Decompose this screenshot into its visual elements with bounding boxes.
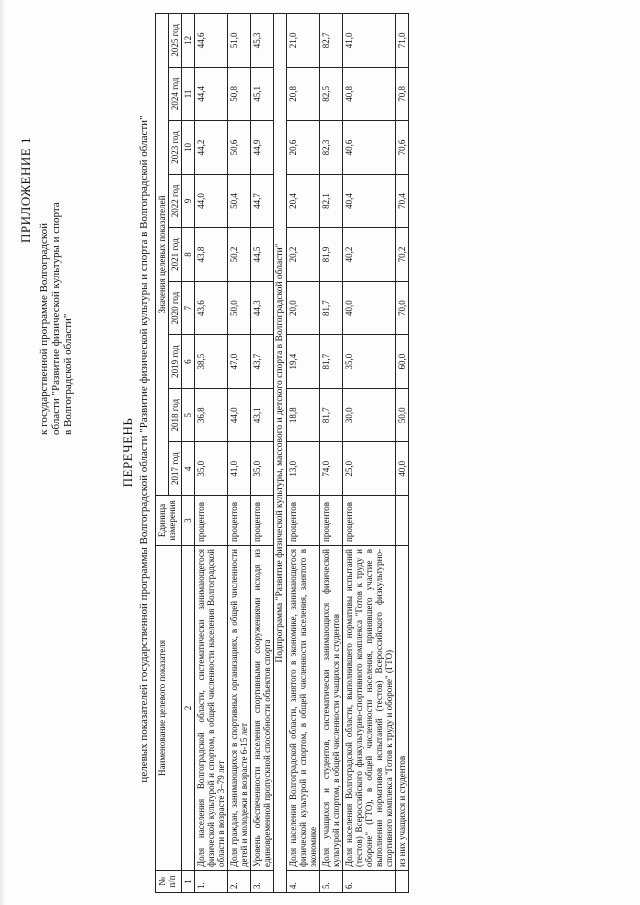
header-values-group: Значения целевых показателей: [156, 14, 169, 496]
indicator-value: 43,8: [195, 228, 228, 282]
table-row: [320, 14, 343, 893]
indicator-value: 13,0: [287, 442, 320, 496]
header-name: Наименование целевого показателя: [156, 546, 182, 871]
indicator-unit: процентов: [228, 496, 251, 546]
indicator-value: 70,0: [396, 281, 409, 335]
table-row: [251, 14, 274, 893]
indicator-value: 44,3: [251, 281, 274, 335]
appendix-line: в Волгоградской области": [62, 313, 74, 435]
indicator-value: 20,8: [287, 67, 320, 121]
indicator-value: 44,0: [228, 388, 251, 442]
indicator-value: 82,1: [320, 174, 343, 228]
header-year: 2018 год: [169, 388, 182, 442]
appendix-line: области "Развитие физической культуры и спорта: [50, 202, 62, 435]
indicator-value: 19,4: [287, 335, 320, 389]
column-number: 12: [182, 14, 195, 68]
indicator-value: 81,9: [320, 228, 343, 282]
indicator-value: 51,0: [228, 14, 251, 68]
indicator-value: 82,5: [320, 67, 343, 121]
indicator-name: Доля населения Волгоградской области, выполнившего нормативы испытаний (тестов) Всероссийского физкультурно-спортивного комплекса "Готов к труду и обороне" (ГТО), в общей численности населения, принявшего участие в выполнении нормативов испытаний (тестов) Всероссийского физкультурно-спортивного комплекса "Готов к труду и обороне" (ГТО): [343, 546, 396, 871]
header-year: 2019 год: [169, 335, 182, 389]
indicator-value: 40,6: [343, 121, 396, 175]
indicator-value: 70,4: [396, 174, 409, 228]
indicator-value: 71,0: [396, 14, 409, 68]
indicator-value: 20,4: [287, 174, 320, 228]
indicator-value: 20,0: [287, 281, 320, 335]
column-number: 6: [182, 335, 195, 389]
table-row: [195, 14, 228, 893]
indicator-value: 43,6: [195, 281, 228, 335]
indicator-value: 43,1: [251, 388, 274, 442]
column-number: 7: [182, 281, 195, 335]
indicator-value: 70,8: [396, 67, 409, 121]
indicator-value: 40,0: [343, 281, 396, 335]
row-number: [396, 871, 409, 893]
appendix-title: ПРИЛОЖЕНИЕ 1: [18, 137, 33, 243]
indicator-value: 44,7: [251, 174, 274, 228]
indicator-value: 21,0: [287, 14, 320, 68]
table-row: [287, 14, 320, 893]
appendix-addressee: [38, 15, 74, 435]
row-number: 4.: [287, 871, 320, 893]
indicator-name: Доля граждан, занимающихся в спортивных организациях, в общей численности детей и молодежи в возрасте 6-15 лет: [228, 546, 251, 871]
indicator-unit: процентов: [343, 496, 396, 546]
column-number: 10: [182, 121, 195, 175]
header-year: 2021 год: [169, 228, 182, 282]
indicator-value: 20,6: [287, 121, 320, 175]
header-year: 2024 год: [169, 67, 182, 121]
rows-subprogram: [287, 14, 409, 893]
indicator-value: 44,0: [195, 174, 228, 228]
column-numbers-row: [182, 14, 195, 893]
indicator-value: 81,7: [320, 335, 343, 389]
indicator-value: 45,3: [251, 14, 274, 68]
header-year: 2025 год: [169, 14, 182, 68]
indicator-value: 60,0: [396, 335, 409, 389]
indicator-value: 40,0: [396, 442, 409, 496]
indicator-value: 74,0: [320, 442, 343, 496]
header-year: 2017 год: [169, 442, 182, 496]
indicators-table: [155, 13, 409, 893]
indicator-value: 47,0: [228, 335, 251, 389]
indicator-value: 81,7: [320, 281, 343, 335]
indicator-value: 50,0: [228, 281, 251, 335]
appendix-line: к государственной программе Волгоградской: [38, 222, 50, 435]
indicator-value: 35,0: [251, 442, 274, 496]
row-number: 2.: [228, 871, 251, 893]
subprogram-title: Подпрограмма "Развитие физической культуры, массового и детского спорта в Волгоградской области": [274, 14, 287, 893]
column-number: 3: [182, 496, 195, 546]
indicator-value: 44,5: [251, 228, 274, 282]
row-number: 6.: [343, 871, 396, 893]
indicator-value: 35,0: [195, 442, 228, 496]
column-number: 8: [182, 228, 195, 282]
indicator-unit: процентов: [287, 496, 320, 546]
indicator-value: 50,4: [228, 174, 251, 228]
indicator-value: 43,7: [251, 335, 274, 389]
indicator-unit: процентов: [251, 496, 274, 546]
indicator-value: 38,5: [195, 335, 228, 389]
indicator-value: 50,8: [228, 67, 251, 121]
header-year: 2022 год: [169, 174, 182, 228]
column-number: 5: [182, 388, 195, 442]
indicator-value: 50,0: [396, 388, 409, 442]
document-title: ПЕРЕЧЕНЬ: [120, 417, 135, 488]
indicator-value: 25,0: [343, 442, 396, 496]
indicator-value: 40,4: [343, 174, 396, 228]
indicator-unit: [396, 496, 409, 546]
table-row: [343, 14, 396, 893]
header-year: 2023 год: [169, 121, 182, 175]
indicator-unit: процентов: [320, 496, 343, 546]
header-unit: Единица измерения: [156, 496, 182, 546]
indicator-value: 44,4: [195, 67, 228, 121]
indicator-name: из них учащихся и студентов: [396, 546, 409, 871]
indicator-value: 35,0: [343, 335, 396, 389]
indicator-value: 82,7: [320, 14, 343, 68]
row-number: 5.: [320, 871, 343, 893]
row-number: 1.: [195, 871, 228, 893]
indicator-value: 36,8: [195, 388, 228, 442]
indicator-name: Доля учащихся и студентов, систематически занимающихся физической культурой и спортом, в общей численности учащихся и студентов: [320, 546, 343, 871]
column-number: 1: [182, 871, 195, 893]
table-row: [396, 14, 409, 893]
rows-main: [195, 14, 274, 893]
row-number: 3.: [251, 871, 274, 893]
indicator-name: Уровень обеспеченности населения спортивными сооружениями исходя из единовременной пропускной способности объектов спорта: [251, 546, 274, 871]
column-number: 2: [182, 546, 195, 871]
indicator-value: 81,7: [320, 388, 343, 442]
indicator-value: 30,0: [343, 388, 396, 442]
indicator-value: 50,6: [228, 121, 251, 175]
header-num: № п/п: [156, 871, 182, 893]
indicator-value: 70,6: [396, 121, 409, 175]
indicator-value: 40,2: [343, 228, 396, 282]
indicator-value: 44,2: [195, 121, 228, 175]
indicator-value: 41,0: [343, 14, 396, 68]
header-year: 2020 год: [169, 281, 182, 335]
indicator-value: 44,6: [195, 14, 228, 68]
indicator-value: 70,2: [396, 228, 409, 282]
indicator-value: 44,9: [251, 121, 274, 175]
indicator-unit: процентов: [195, 496, 228, 546]
indicator-value: 82,3: [320, 121, 343, 175]
column-number: 9: [182, 174, 195, 228]
column-number: 4: [182, 442, 195, 496]
indicator-value: 41,0: [228, 442, 251, 496]
indicator-value: 50,2: [228, 228, 251, 282]
indicator-value: 20,2: [287, 228, 320, 282]
table-row: [228, 14, 251, 893]
indicator-name: Доля населения Волгоградской области, занятого в экономике, занимающегося физической культурой и спортом, в общей численности населения, занятого в экономике: [287, 546, 320, 871]
indicator-value: 45,1: [251, 67, 274, 121]
indicator-value: 40,8: [343, 67, 396, 121]
document-subtitle: целевых показателей государственной программы Волгоградской области "Развитие физической культуры и спорта в Волгоградской области": [138, 115, 150, 783]
column-number: 11: [182, 67, 195, 121]
indicator-value: 18,8: [287, 388, 320, 442]
indicator-name: Доля населения Волгоградской области, систематически занимающегося физической культурой и спортом, в общей численности населения Волгоградской области в возрасте 3–79 лет: [195, 546, 228, 871]
